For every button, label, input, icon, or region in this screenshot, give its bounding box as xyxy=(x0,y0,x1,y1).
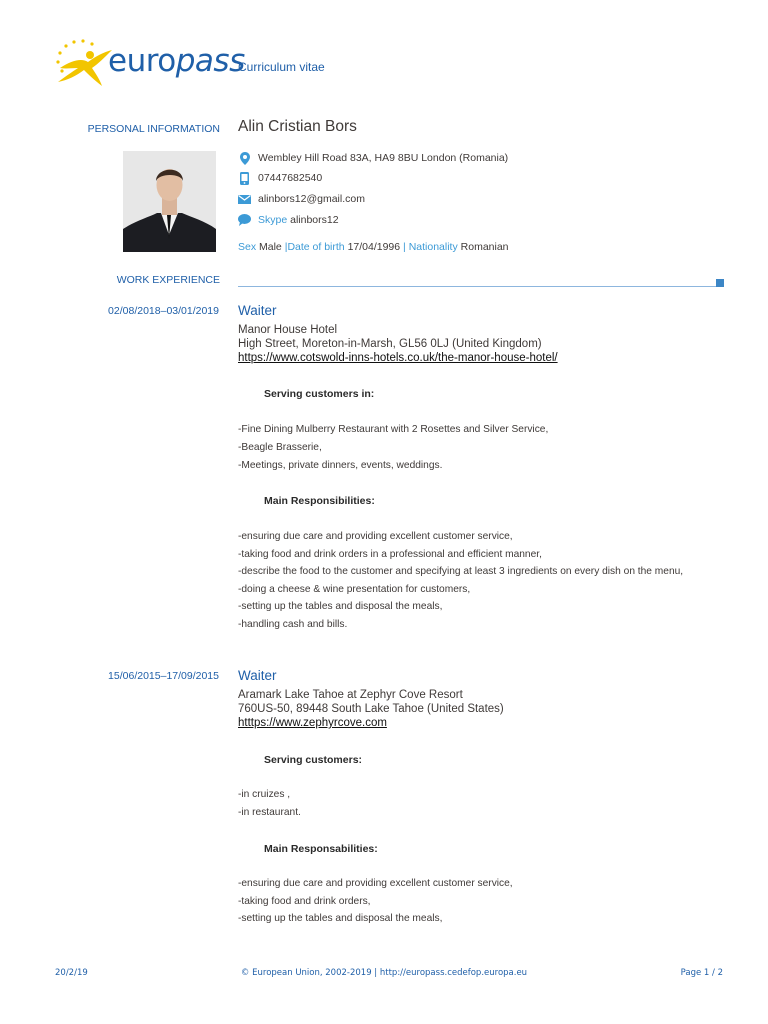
job-dates: 15/06/2015–17/09/2015 xyxy=(108,670,219,682)
list-item: -Meetings, private dinners, events, weddings. xyxy=(238,460,443,471)
job-dates: 02/08/2018–03/01/2019 xyxy=(108,305,219,317)
employer-website-link[interactable]: https://www.cotswold-inns-hotels.co.uk/the-manor-house-hotel/ xyxy=(238,352,558,364)
footer-page-number: Page 1 / 2 xyxy=(680,968,723,978)
profile-photo xyxy=(123,151,216,252)
chat-bubble-icon xyxy=(238,213,251,227)
email-row xyxy=(238,192,365,206)
logo-suffix: pass xyxy=(175,43,245,79)
portrait-image xyxy=(123,151,216,252)
personal-meta-line xyxy=(238,241,509,253)
list-item: -setting up the tables and disposal the meals, xyxy=(238,601,443,612)
nationality-value: Romanian xyxy=(460,241,509,253)
nationality-label: Nationality xyxy=(408,241,458,253)
subheading: Main Responsabilities: xyxy=(264,843,378,855)
subheading: Main Responsibilities: xyxy=(264,495,375,507)
list-item: -doing a cheese & wine presentation for customers, xyxy=(238,584,471,595)
job-title: Waiter xyxy=(238,303,277,318)
list-item: -taking food and drink orders, xyxy=(238,896,371,907)
list-item: -ensuring due care and providing excellent customer service, xyxy=(238,531,513,542)
employer-name: Aramark Lake Tahoe at Zephyr Cove Resort xyxy=(238,689,463,701)
email-envelope-icon xyxy=(238,192,251,206)
europass-logo xyxy=(52,38,245,88)
skype-handle: alinbors12 xyxy=(290,214,339,226)
list-item: -in restaurant. xyxy=(238,807,301,818)
dob-value: 17/04/1996 xyxy=(347,241,401,253)
phone-row xyxy=(238,171,322,185)
section-divider-marker xyxy=(716,279,724,287)
sex-label: Sex xyxy=(238,241,257,253)
address-text: Wembley Hill Road 83A, HA9 8BU London (Romania) xyxy=(258,152,509,164)
subheading: Serving customers in: xyxy=(264,388,375,400)
personal-information-label: PERSONAL INFORMATION xyxy=(87,123,220,135)
subheading: Serving customers: xyxy=(264,754,363,766)
footer-date: 20/2/19 xyxy=(55,968,88,978)
employer-name: Manor House Hotel xyxy=(238,324,338,336)
separator: | xyxy=(284,241,288,253)
skype-label: Skype xyxy=(258,214,288,226)
employer-address: 760US-50, 89448 South Lake Tahoe (United States) xyxy=(238,703,504,715)
list-item: -taking food and drink orders in a professional and efficient manner, xyxy=(238,549,542,560)
list-item: -in cruizes , xyxy=(238,789,291,800)
list-item: -describe the food to the customer and specifying at least 3 ingredients on every dish on the menu, xyxy=(238,566,684,577)
europass-figure-icon xyxy=(52,38,114,88)
job-title: Waiter xyxy=(238,668,277,683)
list-item: -ensuring due care and providing excellent customer service, xyxy=(238,878,513,889)
document-title: Curriculum vitae xyxy=(238,60,325,74)
section-divider xyxy=(238,286,718,287)
footer-copyright: © European Union, 2002-2019 | http://europass.cedefop.europa.eu xyxy=(240,968,528,978)
email-text[interactable]: alinbors12@gmail.com xyxy=(258,193,365,205)
candidate-name: Alin Cristian Bors xyxy=(238,118,357,135)
skype-row xyxy=(238,213,339,227)
list-item: -handling cash and bills. xyxy=(238,619,348,630)
logo-prefix: euro xyxy=(108,43,176,79)
address-row xyxy=(238,151,508,165)
mobile-phone-icon xyxy=(238,171,251,185)
list-item: -setting up the tables and disposal the meals, xyxy=(238,913,443,924)
list-item: -Fine Dining Mulberry Restaurant with 2 Rosettes and Silver Service, xyxy=(238,424,549,435)
location-pin-icon xyxy=(238,151,251,165)
employer-website-link[interactable]: htttps://www.zephyrcove.com xyxy=(238,717,387,729)
list-item: -Beagle Brasserie, xyxy=(238,442,322,453)
europass-wordmark xyxy=(108,44,245,78)
phone-text: 07447682540 xyxy=(258,172,323,184)
employer-address: High Street, Moreton-in-Marsh, GL56 0LJ (United Kingdom) xyxy=(238,338,542,350)
separator: | xyxy=(403,241,406,253)
sex-value: Male xyxy=(259,241,282,253)
dob-label: Date of birth xyxy=(287,241,345,253)
work-experience-label: WORK EXPERIENCE xyxy=(116,274,220,286)
